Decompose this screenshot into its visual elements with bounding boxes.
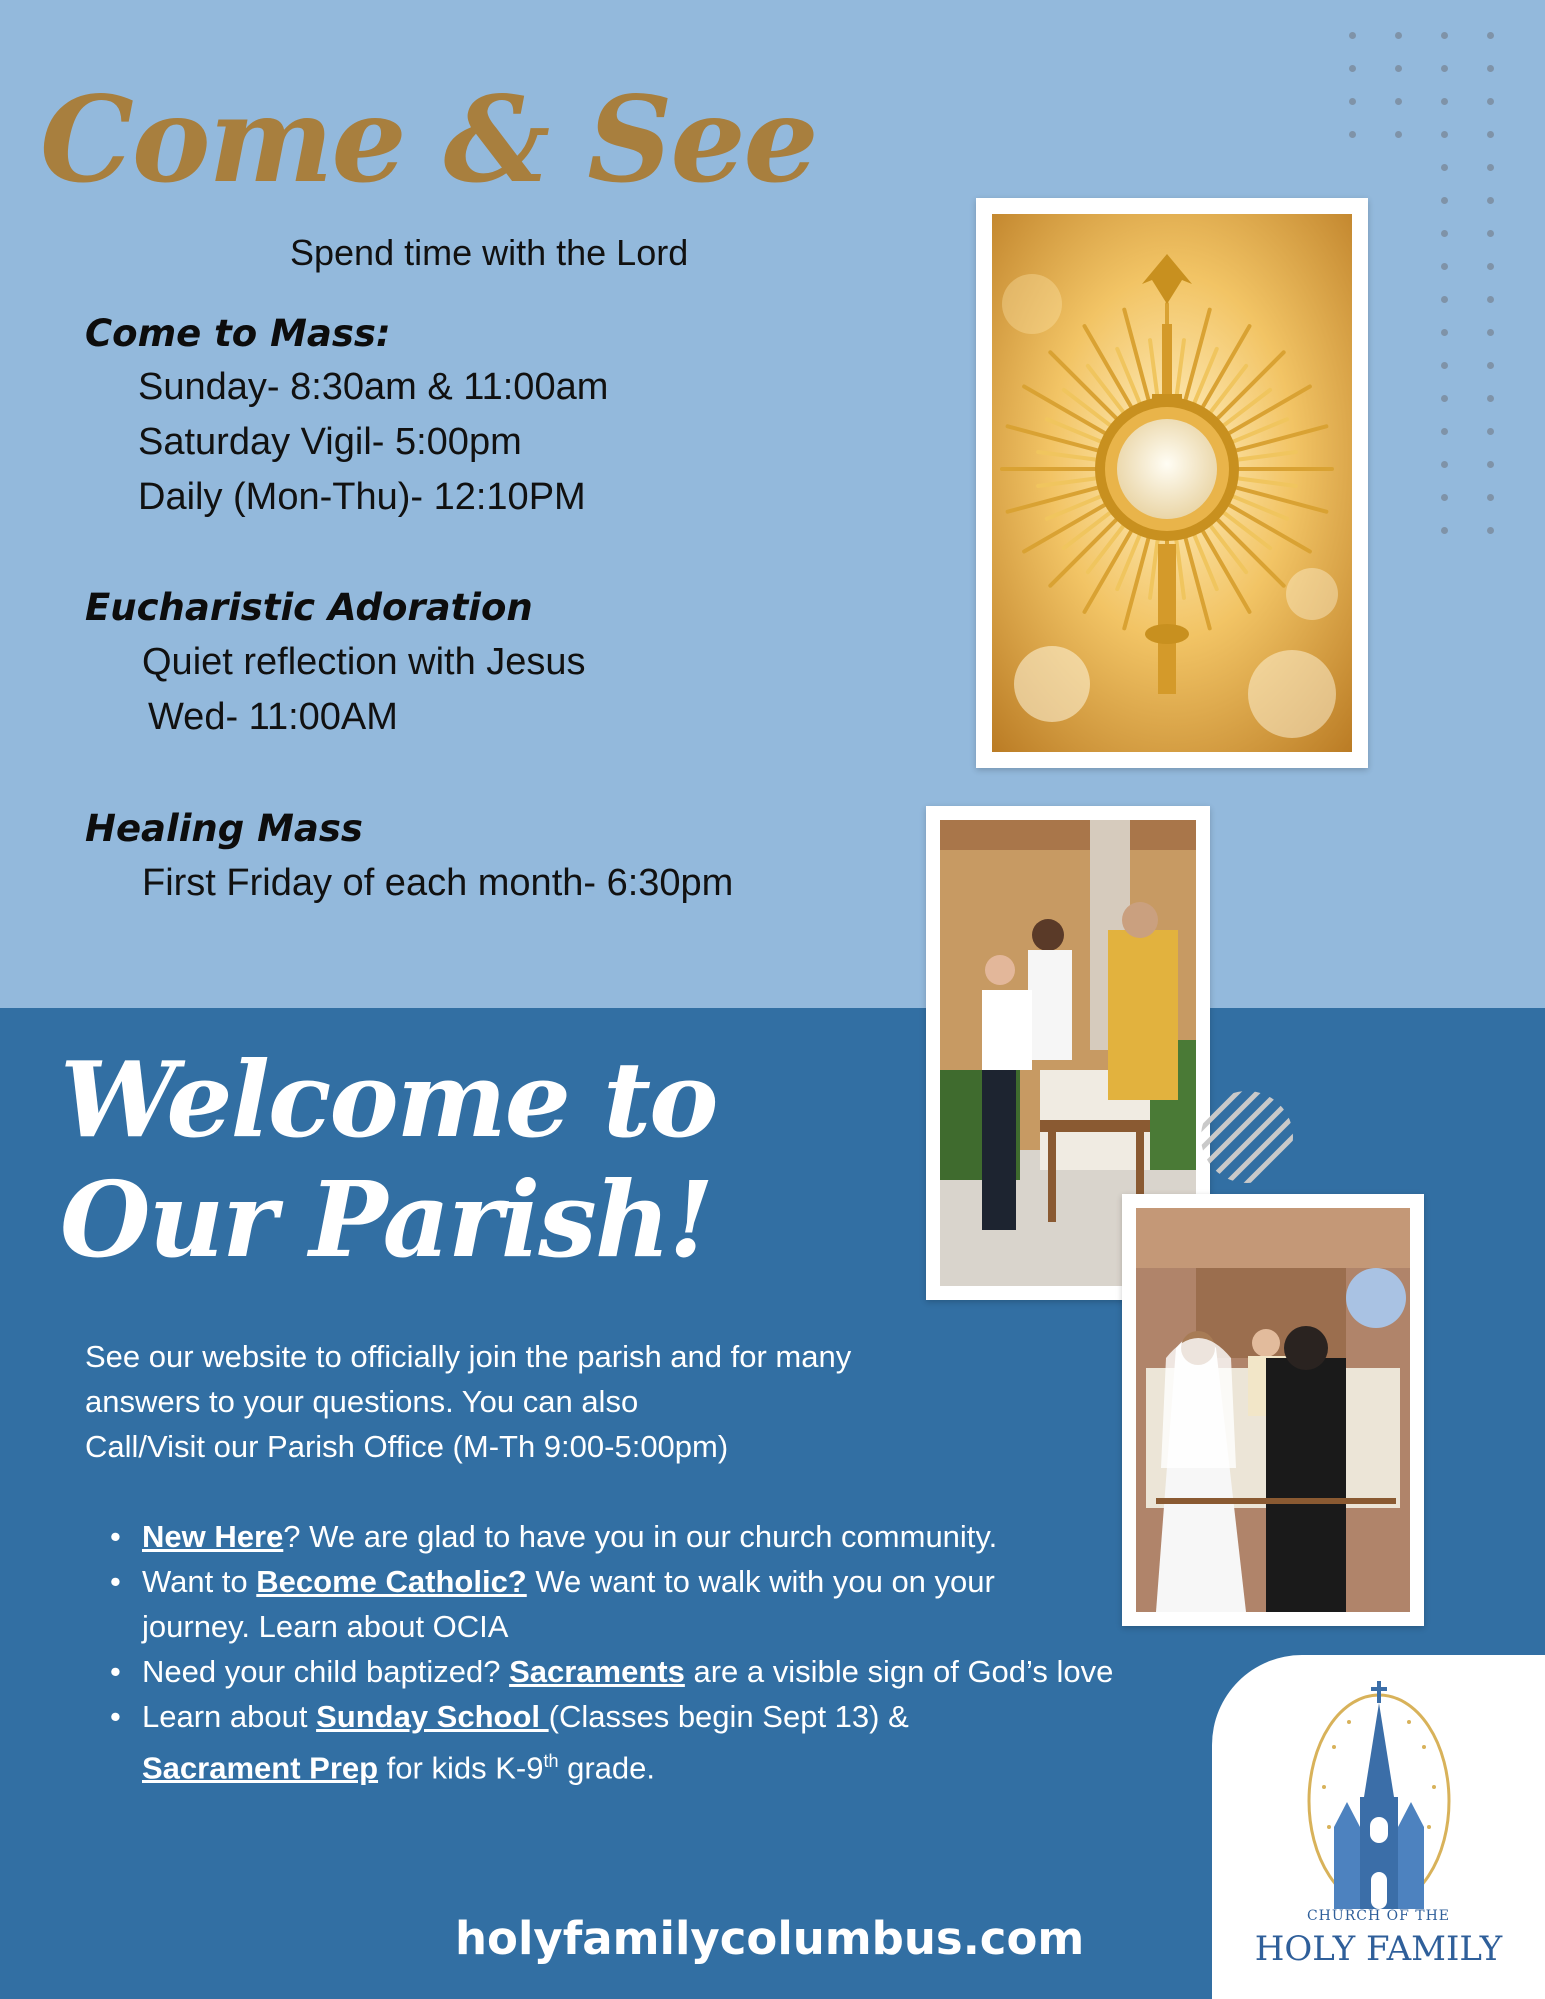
dot (1487, 329, 1494, 336)
intro-line: Call/Visit our Parish Office (M-Th 9:00-5:00pm) (85, 1429, 729, 1464)
dot (1441, 362, 1448, 369)
sacrament-prep-link[interactable]: Sacrament Prep (142, 1750, 379, 1786)
healing-line: First Friday of each month- 6:30pm (142, 862, 734, 904)
website-link[interactable]: holyfamilycolumbus.com (455, 1912, 1085, 1965)
mass-line: Sunday- 8:30am & 11:00am (138, 366, 609, 408)
monstrance-illustration (992, 214, 1352, 752)
list-item (110, 1559, 1102, 1649)
welcome-title (60, 1040, 717, 1279)
dot (1487, 230, 1494, 237)
stripes-decoration (1200, 1090, 1295, 1185)
adoration-heading: Eucharistic Adoration (85, 586, 533, 629)
bullet-list (110, 1514, 1114, 1790)
mass-heading: Come to Mass: (85, 312, 391, 355)
adoration-line: Quiet reflection with Jesus (142, 641, 586, 683)
dot (1441, 98, 1448, 105)
become-catholic-link[interactable]: Become Catholic? (256, 1564, 527, 1599)
dot (1487, 461, 1494, 468)
dot (1487, 197, 1494, 204)
dot (1487, 428, 1494, 435)
dot (1487, 263, 1494, 270)
intro-paragraph (85, 1334, 1035, 1469)
bullet-text: (Classes begin Sept 13) & (548, 1699, 909, 1734)
dot (1441, 131, 1448, 138)
new-here-link[interactable]: New Here (142, 1519, 284, 1554)
dot (1395, 131, 1402, 138)
dot (1487, 131, 1494, 138)
dot (1349, 65, 1356, 72)
list-item (110, 1514, 1002, 1559)
bullet-text: are a visible sign of God’s love (684, 1654, 1114, 1689)
dot (1441, 65, 1448, 72)
mass-line: Daily (Mon-Thu)- 12:10PM (138, 476, 586, 518)
bullet-text: for kids K-9 (378, 1750, 544, 1786)
come-and-see-title: Come & See (40, 70, 817, 209)
healing-heading: Healing Mass (85, 807, 363, 850)
dot (1441, 32, 1448, 39)
dot (1487, 395, 1494, 402)
wedding-illustration (1136, 1208, 1410, 1612)
bullet-text: grade. (558, 1750, 655, 1786)
list-item (110, 1649, 1132, 1694)
dot (1441, 395, 1448, 402)
dot (1487, 98, 1494, 105)
logo-small-text: CHURCH OF THE (1306, 1908, 1451, 1924)
dot (1487, 494, 1494, 501)
dot (1441, 197, 1448, 204)
dot (1441, 230, 1448, 237)
dot (1441, 527, 1448, 534)
bullet-text: ? We are glad to have you in our church community. (283, 1519, 998, 1554)
monstrance-photo (976, 198, 1368, 768)
dot (1441, 296, 1448, 303)
bullet-text: Want to (142, 1564, 257, 1599)
dot (1349, 98, 1356, 105)
church-logo (1212, 1655, 1545, 1999)
intro-line: See our website to officially join the parish and for many (85, 1339, 852, 1374)
sunday-school-link[interactable]: Sunday School (316, 1699, 549, 1734)
dot (1487, 527, 1494, 534)
subtitle: Spend time with the Lord (290, 232, 689, 273)
dot (1441, 461, 1448, 468)
dot (1349, 131, 1356, 138)
dot (1395, 98, 1402, 105)
bullet-text: We want to walk with you on your journey. Learn about OCIA (142, 1564, 995, 1644)
dot (1487, 296, 1494, 303)
welcome-line-2: Our Parish! (60, 1157, 713, 1281)
dot (1441, 164, 1448, 171)
adoration-line: Wed- 11:00AM (148, 696, 398, 738)
welcome-line-1: Welcome to (60, 1038, 717, 1161)
dot (1441, 329, 1448, 336)
superscript-th: th (543, 1751, 559, 1771)
dot (1395, 32, 1402, 39)
dot (1395, 65, 1402, 72)
bullet-text: Need your child baptized? (142, 1654, 510, 1689)
wedding-photo (1122, 1194, 1424, 1626)
dot (1487, 362, 1494, 369)
dot (1441, 494, 1448, 501)
dot (1441, 428, 1448, 435)
church-steeple-icon (1294, 1677, 1464, 1909)
dot (1441, 263, 1448, 270)
dot (1487, 65, 1494, 72)
bullet-text: Learn about (142, 1699, 317, 1734)
mass-line: Saturday Vigil- 5:00pm (138, 421, 522, 463)
sacraments-link[interactable]: Sacraments (509, 1654, 685, 1689)
dot (1349, 32, 1356, 39)
intro-line: answers to your questions. You can also (85, 1384, 639, 1419)
logo-name: HOLY FAMILY (1254, 1929, 1503, 1969)
dot (1487, 164, 1494, 171)
list-item (110, 1694, 1102, 1790)
dot (1487, 32, 1494, 39)
